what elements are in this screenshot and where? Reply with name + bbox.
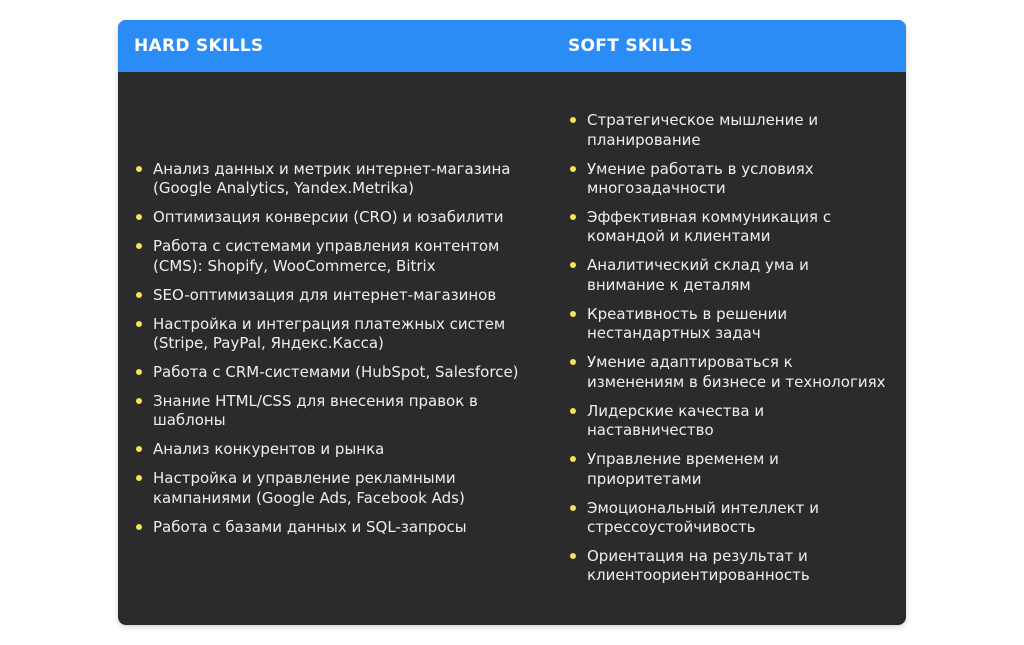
hard-skill-item [134, 315, 544, 354]
soft-skill-item [568, 160, 888, 199]
bullet-icon [570, 505, 576, 511]
hard-skill-item-text: Анализ данных и метрик интернет-магазина (Google Analytics, Yandex.Metrika) [153, 159, 511, 198]
soft-skill-item-text: Аналитический склад ума и внимание к деталям [587, 256, 809, 294]
soft-skill-item-text: Эмоциональный интеллект и стрессоустойчивость [587, 498, 819, 536]
soft-skill-item-text: Умение адаптироваться к изменениям в бизнесе и технологиях [587, 353, 886, 391]
soft-skill-item [568, 353, 888, 392]
bullet-icon [570, 311, 576, 317]
bullet-icon [136, 243, 142, 249]
bullet-icon [136, 321, 142, 327]
soft-skill-item-text: Лидерские качества и наставничество [587, 401, 765, 440]
hard-skill-item-text: Настройка и управление рекламными кампаниями (Google Ads, Facebook Ads) [153, 469, 465, 507]
bullet-icon [136, 524, 142, 530]
bullet-icon [570, 359, 576, 365]
soft-skill-item-text: Управление временем и приоритетами [587, 450, 779, 488]
soft-skill-item [568, 208, 888, 247]
bullet-icon [136, 369, 142, 375]
bullet-icon [570, 214, 576, 220]
hard-skill-item-text: Работа с CRM-системами (HubSpot, Salesforce) [153, 363, 519, 381]
hard-skill-item-text: Работа с системами управления контентом (CMS): Shopify, WooCommerce, Bitrix [153, 237, 500, 275]
soft-skill-item [568, 547, 888, 586]
soft-skill-item [568, 305, 888, 344]
bullet-icon [136, 214, 142, 220]
soft-skill-item [568, 499, 888, 538]
hard-skill-item [134, 286, 544, 305]
hard-skills-title: HARD SKILLS [134, 36, 264, 56]
bullet-icon [570, 117, 576, 123]
bullet-icon [570, 408, 576, 414]
soft-skills-title: SOFT SKILLS [568, 36, 693, 56]
soft-skills-list [568, 111, 888, 585]
bullet-icon [136, 446, 142, 452]
bullet-icon [136, 475, 142, 481]
soft-skill-item [568, 402, 888, 441]
soft-skill-item-text: Ориентация на результат и клиентоориентированность [587, 546, 810, 585]
hard-skill-item [134, 440, 544, 459]
hard-skill-item [134, 237, 544, 276]
soft-skill-item [568, 450, 888, 489]
hard-skills-column [134, 72, 544, 625]
bullet-icon [570, 456, 576, 462]
hard-skill-item [134, 208, 544, 227]
skills-header [118, 20, 906, 72]
hard-skill-item [134, 363, 544, 382]
bullet-icon [570, 166, 576, 172]
soft-skill-item-text: Стратегическое мышление и планирование [587, 111, 819, 149]
hard-skill-item [134, 160, 544, 199]
hard-skill-item-text: Настройка и интеграция платежных систем (Stripe, PayPal, Яндекс.Касса) [153, 314, 506, 352]
hard-skill-item [134, 392, 544, 431]
hard-skill-item [134, 518, 544, 537]
hard-skill-item-text: Знание HTML/CSS для внесения правок в шаблоны [153, 392, 478, 430]
soft-skill-item-text: Креативность в решении нестандартных задач [587, 304, 788, 343]
hard-skill-item-text: Работа с базами данных и SQL-запросы [153, 517, 467, 536]
hard-skill-item-text: SEO-оптимизация для интернет-магазинов [153, 285, 497, 304]
hard-skills-list [134, 160, 544, 537]
hard-skill-item-text: Оптимизация конверсии (CRO) и юзабилити [153, 208, 504, 227]
bullet-icon [136, 166, 142, 172]
bullet-icon [570, 262, 576, 268]
skills-card [118, 20, 906, 625]
soft-skills-column [568, 72, 888, 625]
hard-skill-item [134, 469, 544, 508]
bullet-icon [570, 553, 576, 559]
soft-skill-item [568, 111, 888, 150]
bullet-icon [136, 292, 142, 298]
soft-skill-item-text: Эффективная коммуникация с командой и клиентами [587, 208, 832, 246]
bullet-icon [136, 398, 142, 404]
hard-skill-item-text: Анализ конкурентов и рынка [153, 440, 385, 459]
soft-skill-item-text: Умение работать в условиях многозадачности [587, 159, 814, 198]
soft-skill-item [568, 256, 888, 295]
